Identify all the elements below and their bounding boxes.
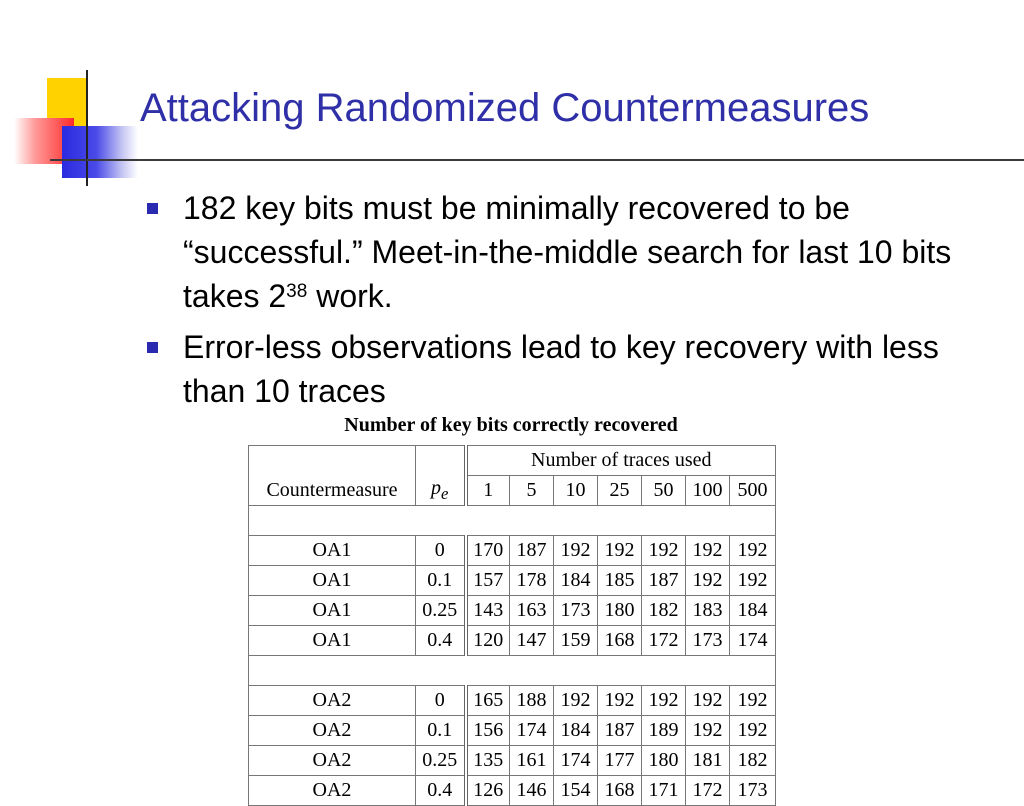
- bits-recovered-cell: 168: [598, 626, 642, 656]
- bits-recovered-cell: 173: [730, 776, 776, 806]
- bits-recovered-cell: 182: [730, 746, 776, 776]
- bits-recovered-cell: 172: [686, 776, 730, 806]
- table-row: [249, 746, 776, 776]
- bits-recovered-cell: 173: [686, 626, 730, 656]
- bits-recovered-cell: 159: [554, 626, 598, 656]
- table-row: [249, 536, 776, 566]
- bits-recovered-cell: 154: [554, 776, 598, 806]
- countermeasure-cell: OA2: [249, 776, 416, 806]
- bits-recovered-cell: 188: [510, 686, 554, 716]
- pe-cell: 0: [416, 536, 466, 566]
- bits-recovered-cell: 184: [730, 596, 776, 626]
- title-underline: [50, 159, 1024, 161]
- bits-recovered-cell: 192: [686, 716, 730, 746]
- bits-recovered-cell: 192: [686, 566, 730, 596]
- bits-recovered-cell: 156: [466, 716, 510, 746]
- bits-recovered-cell: 192: [554, 686, 598, 716]
- bits-recovered-cell: 143: [466, 596, 510, 626]
- bits-recovered-cell: 157: [466, 566, 510, 596]
- bits-recovered-cell: 161: [510, 746, 554, 776]
- bits-recovered-cell: 183: [686, 596, 730, 626]
- bullet-item: [150, 325, 980, 413]
- table-row: [249, 776, 776, 806]
- countermeasure-header: Countermeasure: [249, 476, 416, 506]
- header-row-group: [249, 446, 776, 476]
- bits-recovered-cell: 192: [598, 536, 642, 566]
- bullet-text: Error-less observations lead to key recovery with less than 10 traces: [183, 329, 939, 409]
- traces-used-header: Number of traces used: [466, 446, 776, 476]
- bits-recovered-cell: 174: [554, 746, 598, 776]
- table-row: [249, 626, 776, 656]
- bits-recovered-cell: 187: [598, 716, 642, 746]
- bits-recovered-cell: 126: [466, 776, 510, 806]
- bits-recovered-cell: 192: [686, 536, 730, 566]
- trace-count-header: 100: [686, 476, 730, 506]
- results-table-container: [248, 445, 775, 806]
- pe-cell: 0: [416, 686, 466, 716]
- bits-recovered-cell: 177: [598, 746, 642, 776]
- countermeasure-cell: OA1: [249, 536, 416, 566]
- bits-recovered-cell: 184: [554, 716, 598, 746]
- pe-cell: 0.25: [416, 596, 466, 626]
- pe-cell: 0.1: [416, 566, 466, 596]
- bits-recovered-cell: 165: [466, 686, 510, 716]
- bits-recovered-cell: 192: [642, 536, 686, 566]
- bits-recovered-cell: 168: [598, 776, 642, 806]
- countermeasure-cell: OA1: [249, 566, 416, 596]
- bits-recovered-cell: 192: [554, 536, 598, 566]
- bits-recovered-cell: 170: [466, 536, 510, 566]
- bits-recovered-cell: 182: [642, 596, 686, 626]
- bits-recovered-cell: 171: [642, 776, 686, 806]
- bits-recovered-cell: 180: [598, 596, 642, 626]
- countermeasure-cell: OA1: [249, 626, 416, 656]
- bullet-square-icon: [147, 203, 158, 214]
- bullet-text-end: work.: [307, 278, 393, 314]
- table-row: [249, 686, 776, 716]
- countermeasure-cell: OA1: [249, 596, 416, 626]
- bits-recovered-cell: 185: [598, 566, 642, 596]
- results-table: [248, 445, 776, 806]
- trace-count-header: 500: [730, 476, 776, 506]
- bits-recovered-cell: 135: [466, 746, 510, 776]
- bits-recovered-cell: 192: [730, 566, 776, 596]
- exponent: 38: [286, 281, 308, 302]
- bits-recovered-cell: 174: [510, 716, 554, 746]
- trace-count-header: 10: [554, 476, 598, 506]
- table-row: [249, 566, 776, 596]
- bits-recovered-cell: 173: [554, 596, 598, 626]
- bullet-square-icon: [147, 342, 158, 353]
- header-blank-cm: [249, 446, 416, 476]
- bits-recovered-cell: 147: [510, 626, 554, 656]
- trace-count-header: 50: [642, 476, 686, 506]
- bits-recovered-cell: 184: [554, 566, 598, 596]
- table-title: Number of key bits correctly recovered: [344, 414, 678, 436]
- bullet-item: [150, 186, 980, 318]
- countermeasure-cell: OA2: [249, 716, 416, 746]
- bits-recovered-cell: 172: [642, 626, 686, 656]
- trace-count-header: 25: [598, 476, 642, 506]
- table-row: [249, 716, 776, 746]
- bullet-list: [150, 186, 980, 420]
- bits-recovered-cell: 192: [730, 716, 776, 746]
- trace-count-header: 5: [510, 476, 554, 506]
- pe-cell: 0.4: [416, 776, 466, 806]
- bits-recovered-cell: 120: [466, 626, 510, 656]
- pe-cell: 0.4: [416, 626, 466, 656]
- slide-title: Attacking Randomized Countermeasures: [140, 86, 870, 130]
- header-row-columns: [249, 476, 776, 506]
- bits-recovered-cell: 192: [730, 686, 776, 716]
- bits-recovered-cell: 192: [642, 686, 686, 716]
- group-separator: [249, 656, 776, 686]
- bits-recovered-cell: 180: [642, 746, 686, 776]
- decorative-vertical-line: [86, 70, 88, 186]
- bits-recovered-cell: 192: [686, 686, 730, 716]
- bits-recovered-cell: 192: [730, 536, 776, 566]
- bits-recovered-cell: 174: [730, 626, 776, 656]
- bits-recovered-cell: 192: [598, 686, 642, 716]
- bits-recovered-cell: 187: [510, 536, 554, 566]
- decorative-blue-square: [62, 126, 138, 178]
- pe-cell: 0.1: [416, 716, 466, 746]
- bits-recovered-cell: 178: [510, 566, 554, 596]
- pe-cell: 0.25: [416, 746, 466, 776]
- bits-recovered-cell: 181: [686, 746, 730, 776]
- countermeasure-cell: OA2: [249, 746, 416, 776]
- bits-recovered-cell: 163: [510, 596, 554, 626]
- countermeasure-cell: OA2: [249, 686, 416, 716]
- bullet-text: 182 key bits must be minimally recovered to be “successful.” Meet-in-the-middle search for last 10 bits takes 2: [183, 190, 952, 314]
- trace-count-header: 1: [466, 476, 510, 506]
- table-row: [249, 596, 776, 626]
- group-separator: [249, 506, 776, 536]
- header-blank-pe: [416, 446, 466, 476]
- pe-header: $p_e$: [416, 476, 466, 506]
- bits-recovered-cell: 189: [642, 716, 686, 746]
- bits-recovered-cell: 187: [642, 566, 686, 596]
- bits-recovered-cell: 146: [510, 776, 554, 806]
